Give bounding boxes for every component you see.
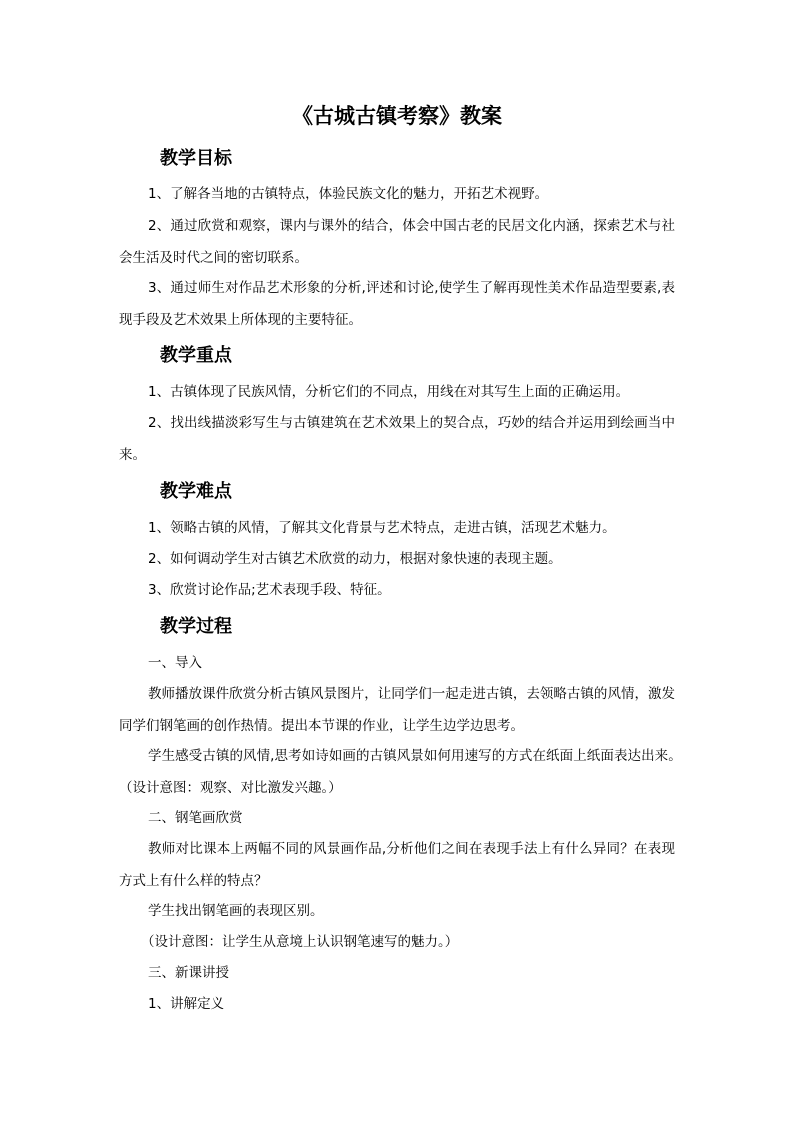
- difficulty-item: 3、欣赏讨论作品;艺术表现手段、特征。: [148, 582, 391, 598]
- heading-objectives: 教学目标: [160, 148, 232, 169]
- difficulty-item: 1、领略古镇的风情，了解其文化背景与艺术特点，走进古镇，活现艺术魅力。: [148, 520, 616, 536]
- process-paragraph: 教师播放课件欣赏分析古镇风景图片，让同学们一起走进古镇，去领略古镇的风情，激发同学们钢笔画的创作热情。提出本节课的作业，让学生边学边思考。: [119, 686, 675, 734]
- process-paragraph: 教师对比课本上两幅不同的风景画作品,分析他们之间在表现手法上有什么异同？在表现方式上有什么样的特点？: [119, 841, 675, 889]
- key-point-item: 1、古镇体现了民族风情，分析它们的不同点，用线在对其写生上面的正确运用。: [148, 384, 630, 400]
- process-paragraph: （设计意图：让学生从意境上认识钢笔速写的魅力。）: [141, 934, 459, 950]
- document-title: 《古城古镇考察》教案: [292, 104, 502, 128]
- process-paragraph: 1、讲解定义: [148, 996, 225, 1012]
- process-paragraph: 学生找出钢笔画的表现区别。: [148, 903, 324, 919]
- difficulty-item: 2、如何调动学生对古镇艺术欣赏的动力，根据对象快速的表现主题。: [148, 551, 562, 567]
- heading-process: 教学过程: [160, 616, 232, 637]
- process-paragraph: 二、钢笔画欣赏: [148, 810, 243, 826]
- heading-difficulties: 教学难点: [160, 481, 232, 502]
- process-paragraph: 三、新课讲授: [148, 965, 229, 981]
- objective-item: 2、通过欣赏和观察，课内与课外的结合，体会中国古老的民居文化内涵，探索艺术与社 会生活及时代之间的密切联系。: [119, 218, 689, 266]
- heading-key-points: 教学重点: [160, 345, 232, 366]
- objective-item: 1、了解各当地的古镇特点，体验民族文化的魅力，开拓艺术视野。: [148, 186, 549, 202]
- process-paragraph: 学生感受古镇的风情,思考如诗如画的古镇风景如何用速写的方式在纸面上纸面表达出来。 （设计意图：观察、对比激发兴趣。）: [119, 748, 689, 796]
- process-paragraph: 一、导入: [148, 655, 202, 671]
- objective-item: 3、通过师生对作品艺术形象的分析,评述和讨论,使学生了解再现性美术作品造型要素,表现手段及艺术效果上所体现的主要特征。: [119, 280, 675, 328]
- key-point-item: 2、找出线描淡彩写生与古镇建筑在艺术效果上的契合点，巧妙的结合并运用到绘画当中来。: [119, 415, 675, 463]
